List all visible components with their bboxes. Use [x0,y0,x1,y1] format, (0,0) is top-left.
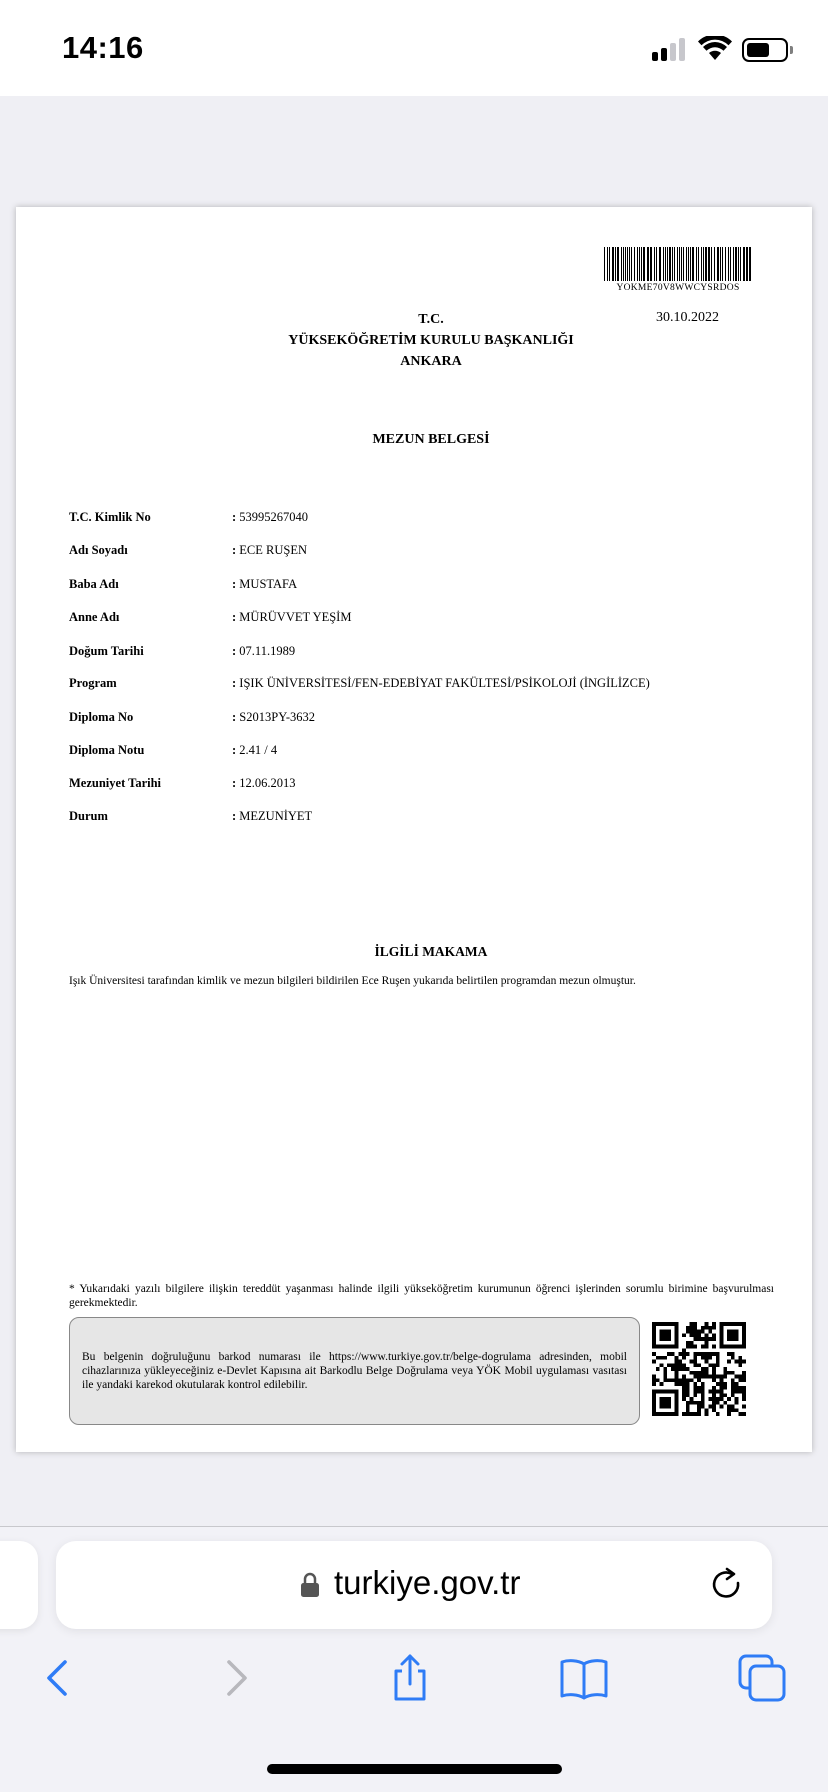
lock-icon [300,1572,320,1598]
field-value: : S2013PY-3632 [232,710,315,725]
document-title: MEZUN BELGESİ [372,432,490,447]
info-row-durum [69,809,789,829]
status-time: 14:16 [62,30,144,65]
info-row-tc-kimlik [69,510,789,530]
info-row-baba-adi [69,577,789,597]
verification-box [69,1317,640,1425]
url-text[interactable]: turkiye.gov.tr [334,1564,521,1601]
footnote: * Yukarıdaki yazılı bilgilere ilişkin tereddüt yaşanması halinde ilgili yükseköğretim kurumunun öğrenci işlerinden sorumlu birimine başvurulması gerekmektedir. [69,1283,774,1309]
field-label: Doğum Tarihi [69,644,144,658]
field-label: Baba Adı [69,577,119,591]
field-label: Diploma No [69,710,134,724]
field-label: Adı Soyadı [69,543,128,557]
field-value: : 2.41 / 4 [232,743,277,758]
field-label: Durum [69,809,108,823]
field-value: : 53995267040 [232,510,308,525]
field-label: Anne Adı [69,610,120,624]
tabs-icon[interactable] [736,1652,788,1704]
field-value: : MEZUNİYET [232,809,312,824]
info-row-dogum-tarihi [69,644,789,664]
info-row-diploma-notu [69,743,789,763]
info-row-diploma-no [69,710,789,730]
back-arrow-icon[interactable] [32,1652,84,1704]
home-indicator[interactable] [267,1764,562,1774]
reload-icon[interactable] [708,1566,746,1604]
document-date: 30.10.2022 [656,310,719,325]
header-line: T.C. [418,312,444,327]
qr-code [652,1322,746,1416]
cellular-signal-icon [652,37,690,61]
field-label: T.C. Kimlik No [69,510,151,524]
field-value: : IŞIK ÜNİVERSİTESİ/FEN-EDEBİYAT FAKÜLTESİ/PSİKOLOJİ (İNGİLİZCE) [232,676,650,691]
wifi-icon [698,36,732,62]
previous-tab-peek[interactable] [0,1541,38,1629]
addressee-title: İLGİLİ MAKAMA [374,944,488,959]
info-row-ad-soyad [69,543,789,563]
field-label: Mezuniyet Tarihi [69,776,162,790]
header-line: ANKARA [400,354,462,369]
barcode [604,247,752,281]
field-value: : MÜRÜVVET YEŞİM [232,610,351,625]
bookmarks-icon[interactable] [558,1652,610,1704]
field-label: Diploma Notu [69,743,145,757]
field-label: Program [69,676,117,690]
field-value: : 07.11.1989 [232,644,295,659]
document-page [16,207,812,1452]
battery-tip [790,46,793,54]
info-row-mezuniyet-tarihi [69,776,789,796]
field-value: : 12.06.2013 [232,776,296,791]
verification-text: Bu belgenin doğruluğunu barkod numarası ile https://www.turkiye.gov.tr/belge-dogrulama adresinden, mobil cihazlarınıza yükleyeceğiniz e-Devlet Kapısına ait Barkodlu Belge Doğrulama veya YÖK Mobil uygulaması vasıtası ile yandaki karekod okutularak kontrol edilebilir. [82,1351,627,1391]
addressee-text: Işık Üniversitesi tarafından kimlik ve mezun bilgileri bildirilen Ece Ruşen yukarıda belirtilen programdan mezun olmuştur. [69,975,636,987]
battery-icon [742,38,788,62]
forward-arrow-icon[interactable] [210,1652,262,1704]
field-value: : ECE RUŞEN [232,543,307,558]
field-value: : MUSTAFA [232,577,297,592]
status-bar [0,0,828,96]
document-header [216,309,646,372]
header-line: YÜKSEKÖĞRETİM KURULU BAŞKANLIĞI [288,333,574,348]
barcode-number: YOKME70V8WWCYSRDOS [616,283,740,293]
info-row-program [69,676,789,696]
info-row-anne-adi [69,610,789,630]
share-icon[interactable] [384,1652,436,1704]
